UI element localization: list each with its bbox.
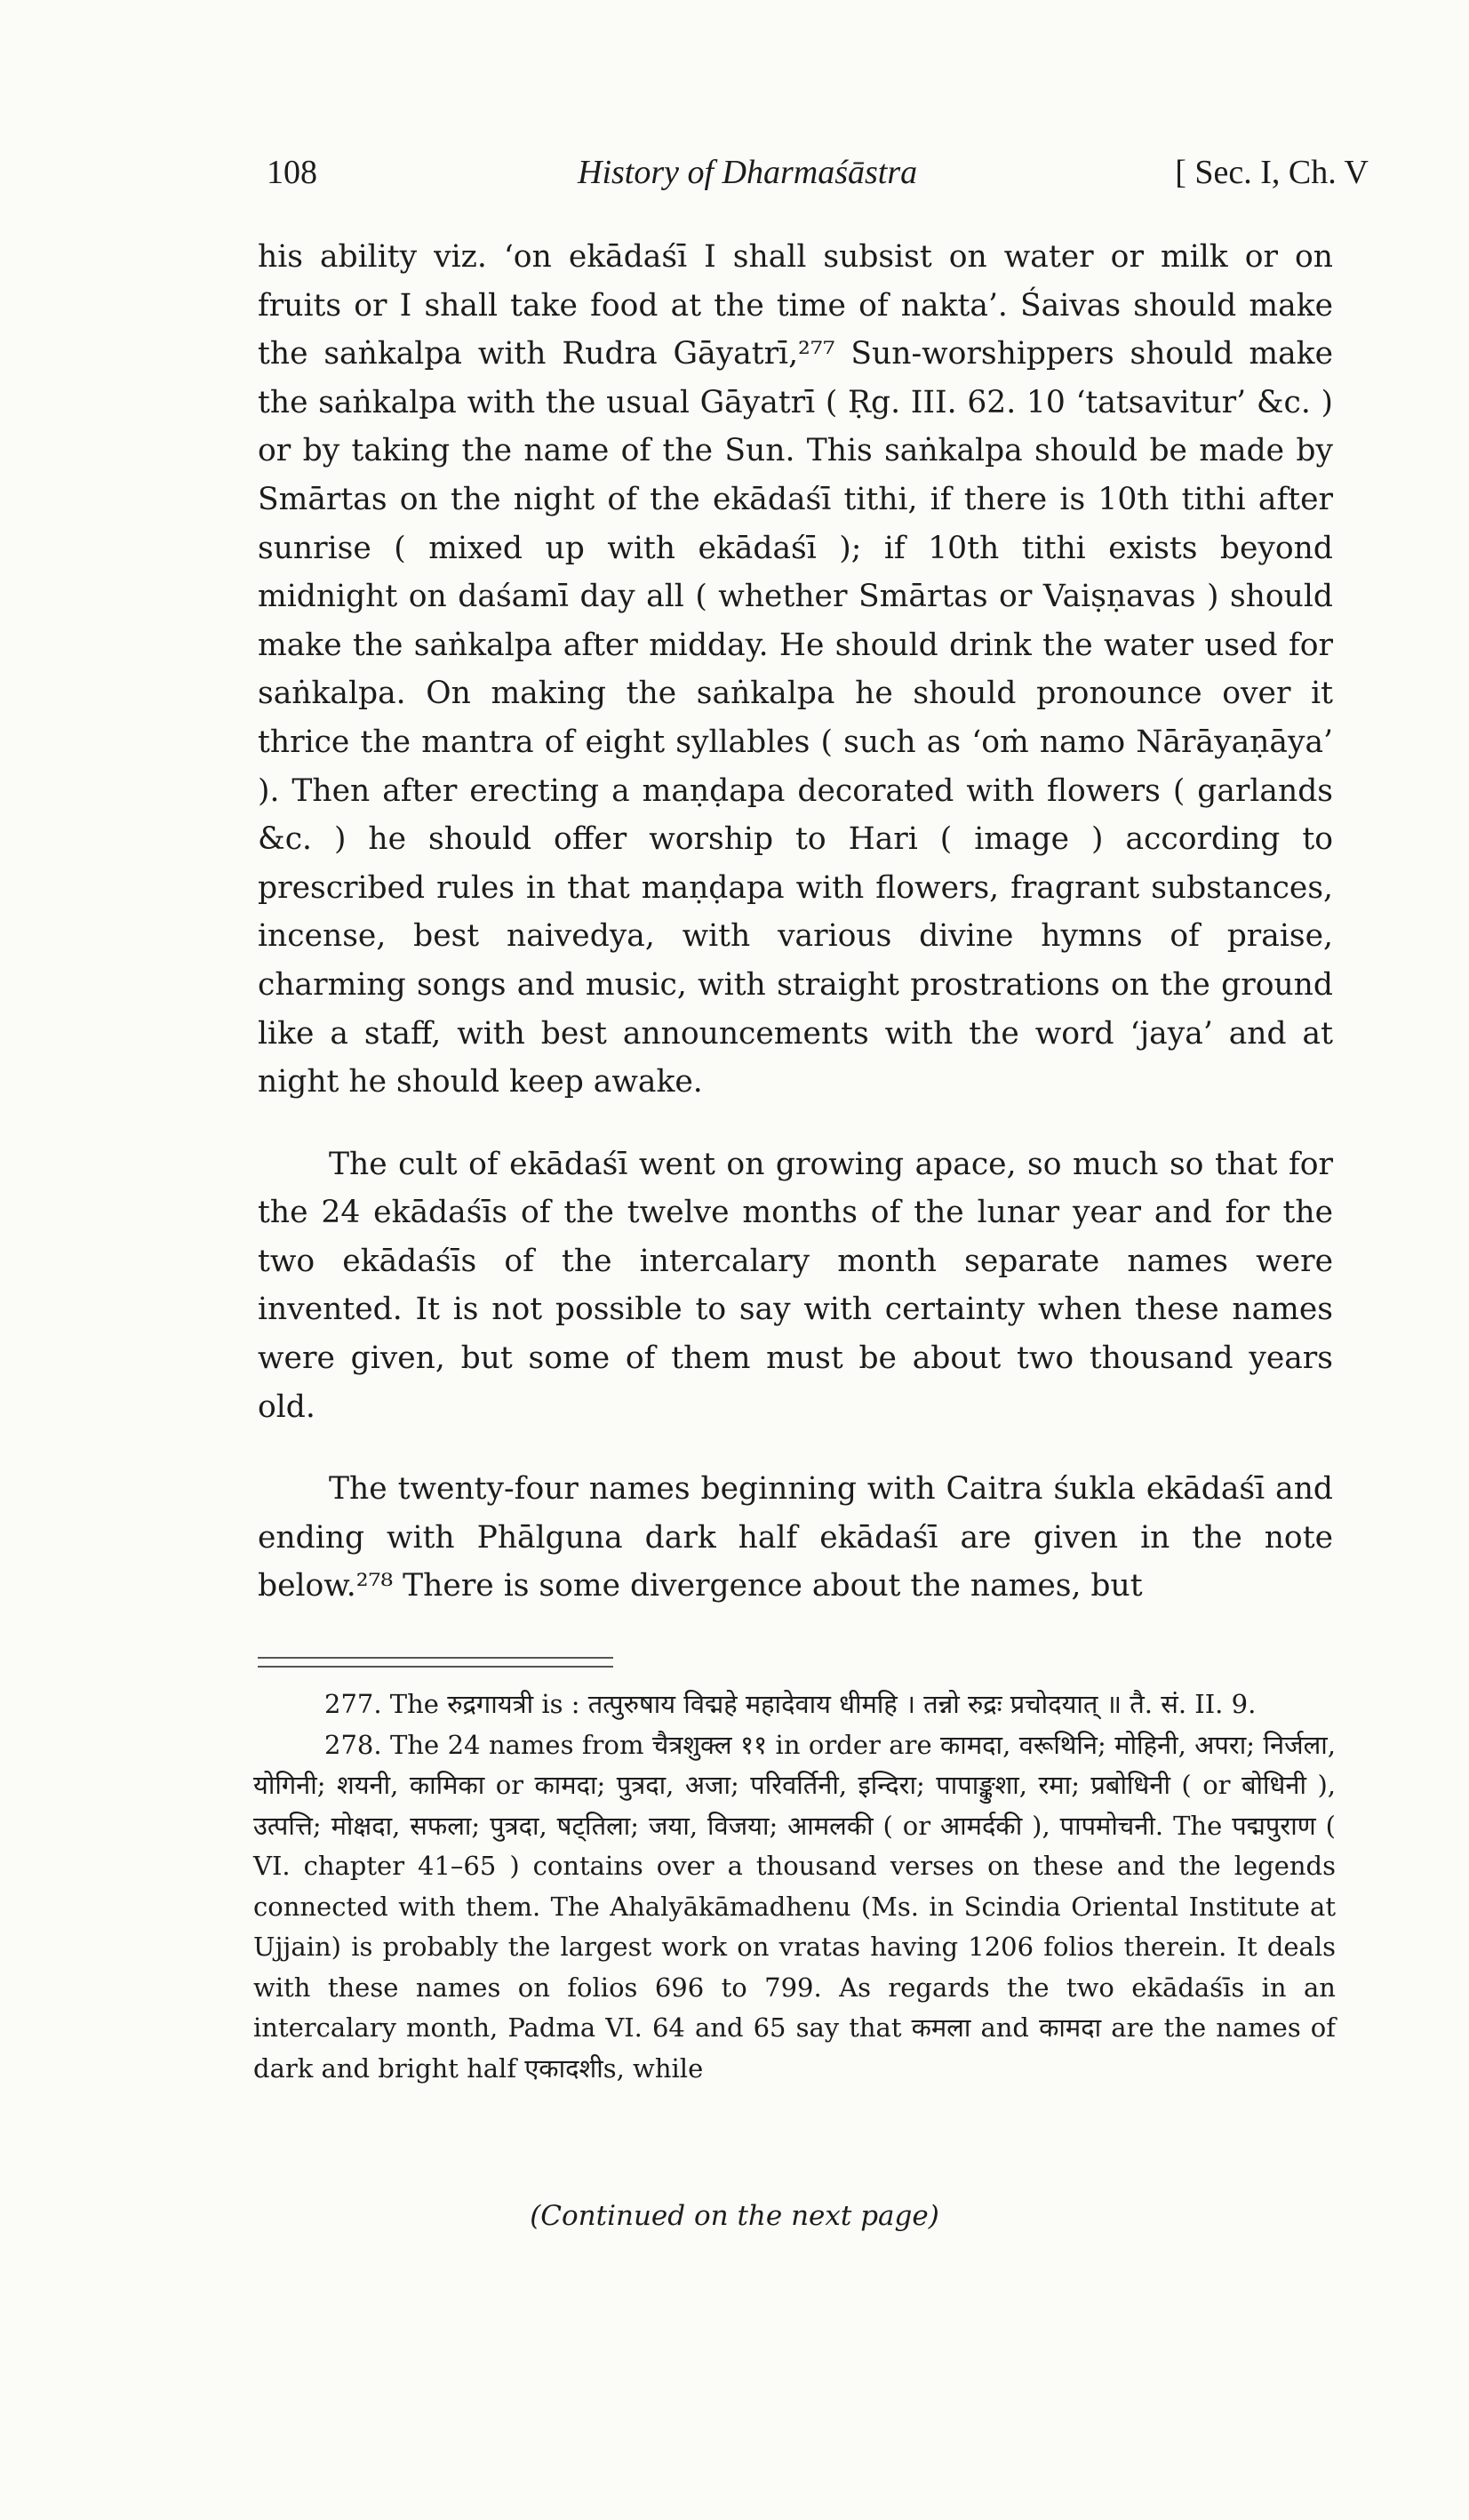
footnote-277: 277. The रुद्रगायत्री is : तत्पुरुषाय विद्महे महादेवाय धीमहि । तन्नो रुद्रः प्रचोदयात् ॥ तै. सं. II. 9.	[324, 1689, 1257, 1719]
continued-note: (Continued on the next page)	[530, 2200, 939, 2232]
footnotes	[253, 1684, 1336, 2089]
running-title: History of Dharmaśāstra	[578, 154, 918, 191]
main-text	[258, 233, 1333, 1611]
footnote-278: 278. The 24 names from चैत्रशुक्ल ११ in order are कामदा, वरूथिनि; मोहिनी, अपरा; निर्जला, योगिनी; शयनी, कामिका or कामदा; पुत्रदा, अजा; परिवर्तिनी, इन्दिरा; पापाङ्कुशा, रमा; प्रबोधिनी ( or बोधिनी ), उत्पत्ति; मोक्षदा, सफला; पुत्रदा, षट्तिला; जया, विजया; आमलकी ( or आमर्दकी ), पापमोचनी. The पद्मपुराण ( VI. chapter 41–65 ) contains over a thousand verses on these and the legends connected with them. The Ahalyākāmadhenu (Ms. in Scindia Oriental Institute at Ujjain) is probably the largest work on vratas having 1206 folios therein. It deals with these names on folios 696 to 799. As regards the two ekādaśīs in an intercalary month, Padma VI. 64 and 65 say that कमला and कामदा are the names of dark and bright half एकादशीs, while	[253, 1729, 1336, 2084]
running-header	[267, 153, 1369, 206]
paragraph-1: his ability viz. ‘on ekādaśī I shall subsist on water or milk or on fruits or I shall take food at the time of nakta’. Śaivas should make the saṅkalpa with Rudra Gāyatrī,²⁷⁷ Sun-worshippers should make the saṅkalpa with the usual Gāyatrī ( Ṛg. III. 62. 10 ‘tatsavitur’ &c. ) or by taking the name of the Sun. This saṅkalpa should be made by Smārtas on the night of the ekādaśī tithi, if there is 10th tithi after sunrise ( mixed up with ekādaśī ); if 10th tithi exists beyond midnight on daśamī day all ( whether Smārtas or Vaiṣṇavas ) should make the saṅkalpa after midday. He should drink the water used for saṅkalpa. On making the saṅkalpa he should pronounce over it thrice the mantra of eight syllables ( such as ‘oṁ namo Nārāyaṇāya’ ). Then after erecting a maṇḍapa decorated with flowers ( garlands &c. ) he should offer worship to Hari ( image ) according to prescribed rules in that maṇḍapa with flowers, fragrant substances, incense, best naivedya, with various divine hymns of praise, charming songs and music, with straight prostrations on the ground like a staff, with best announcements with the word ‘jaya’ and at night he should keep awake.	[258, 239, 1333, 1100]
paragraph-2: The cult of ekādaśī went on growing apace, so much so that for the 24 ekādaśīs of the twelve months of the lunar year and for the two ekādaśīs of the intercalary month separate names were invented. It is not possible to say with certainty when these names were given, but some of them must be about two thousand years old.	[258, 1146, 1333, 1425]
page-number: 108	[267, 154, 317, 191]
section-label: [ Sec. I, Ch. V	[1175, 154, 1369, 191]
footnote-rule	[258, 1657, 613, 1668]
paragraph-3: The twenty-four names beginning with Caitra śukla ekādaśī and ending with Phālguna dark half ekādaśī are given in the note below.²⁷⁸ There is some divergence about the names, but	[258, 1471, 1333, 1604]
